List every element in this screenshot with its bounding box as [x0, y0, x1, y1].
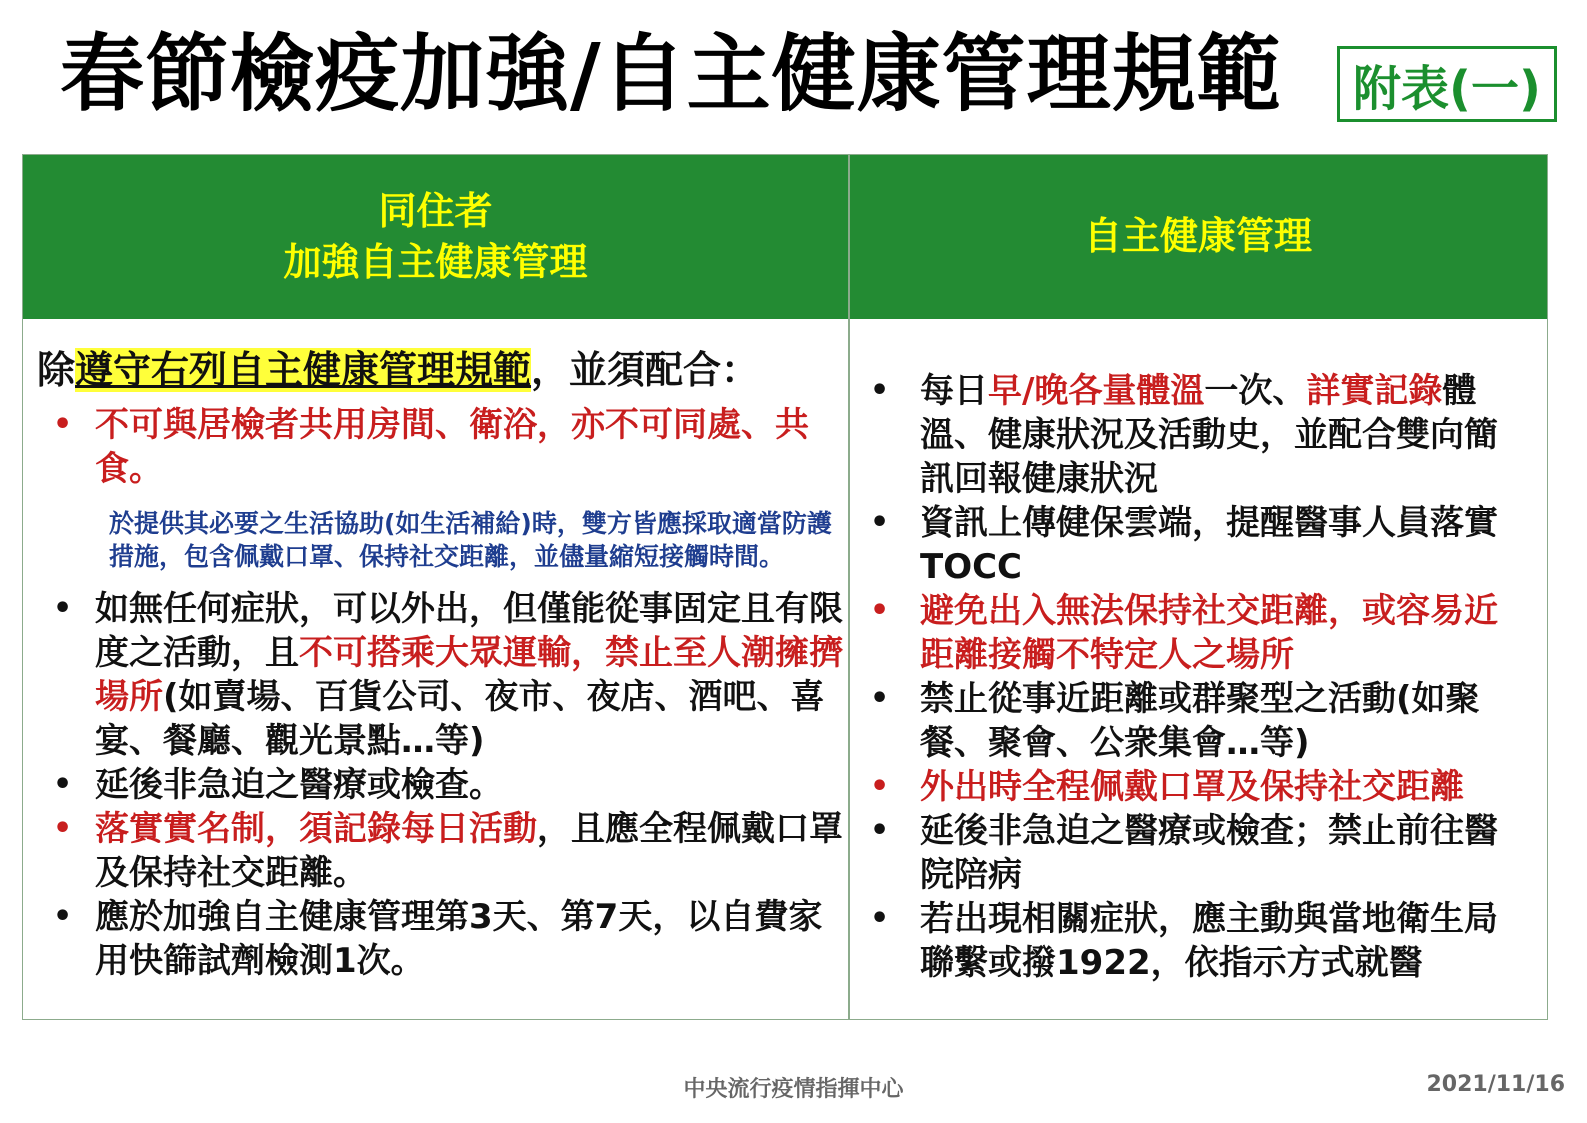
list-item	[37, 587, 848, 763]
left-item-1: 不可與居檢者共用房間、衛浴，亦不可同處、共食。	[95, 405, 809, 489]
left-lead-text	[37, 343, 848, 397]
left-column-body	[23, 319, 848, 1019]
lead-prefix: 除	[37, 348, 76, 392]
right-item-3: 避免出入無法保持社交距離，或容易近距離接觸不特定人之場所	[920, 591, 1498, 675]
bullet-icon: •	[53, 811, 73, 846]
left-item-5: 應於加強自主健康管理第3天、第7天，以自費家用快篩試劑檢測1次。	[95, 897, 823, 981]
list-item	[37, 403, 848, 491]
list-item	[850, 369, 1527, 501]
left-rules-list-2	[37, 587, 848, 983]
left-item-2a: 如無任何症狀，可以外出，但僅能從事固定且有限度之活動，且	[95, 589, 843, 673]
left-item-4a: 落實實名制，須記錄每日活動	[95, 809, 537, 849]
bullet-icon: •	[870, 505, 890, 540]
rules-table	[22, 154, 1548, 1020]
list-item	[37, 807, 848, 895]
left-item-2b: 不可搭乘大眾運輸，禁止至人潮擁擠場所	[95, 633, 843, 717]
bullet-icon: •	[53, 899, 73, 934]
right-item-6: 延後非急迫之醫療或檢查；禁止前往醫院陪病	[920, 811, 1498, 895]
right-item-7: 若出現相關症狀，應主動與當地衛生局聯繫或撥1922，依指示方式就醫	[920, 899, 1498, 983]
right-rules-list	[850, 369, 1527, 985]
bullet-icon: •	[870, 813, 890, 848]
bullet-icon: •	[53, 767, 73, 802]
bullet-icon: •	[53, 591, 73, 626]
left-header-line-1: 同住者	[378, 188, 493, 233]
list-item	[850, 677, 1527, 765]
left-rules-list	[37, 403, 848, 491]
bullet-icon: •	[870, 681, 890, 716]
right-item-2: 資訊上傳健保雲端，提醒醫事人員落實TOCC	[920, 503, 1498, 587]
lead-suffix: ，並須配合：	[531, 348, 760, 392]
protection-note: 於提供其必要之生活協助(如生活補給)時，雙方皆應採取適當防護措施，包含佩戴口罩、保持社交距離，並儘量縮短接觸時間。	[109, 509, 832, 571]
footer-date: 2021/11/16	[1426, 1072, 1565, 1097]
list-item	[850, 589, 1527, 677]
left-item-2c: (如賣場、百貨公司、夜市、夜店、酒吧、喜宴、餐廳、觀光景點…等)	[95, 677, 825, 761]
right-item-1b: 早/晚各量體溫	[988, 371, 1205, 411]
lead-highlight: 遵守右列自主健康管理規範	[75, 348, 532, 392]
right-header-text: 自主健康管理	[1083, 214, 1312, 259]
footer-organization: 中央流行疫情指揮中心	[683, 1077, 904, 1102]
bullet-icon: •	[870, 769, 890, 804]
left-item-3: 延後非急迫之醫療或檢查。	[95, 765, 503, 805]
list-item	[850, 809, 1527, 897]
list-item	[850, 501, 1527, 589]
right-item-1e: 體溫、健康狀況及活動史，並配合雙向簡訊回報健康狀況	[920, 371, 1498, 499]
left-header-line-2: 加強自主健康管理	[283, 240, 588, 284]
right-item-1d: 詳實記錄	[1306, 371, 1443, 411]
left-item-4b: ，且應全程佩戴口罩及保持社交距離。	[95, 809, 843, 893]
right-column-body	[850, 319, 1547, 1019]
right-item-5: 外出時全程佩戴口罩及保持社交距離	[920, 767, 1464, 807]
page-title: 春節檢疫加強/自主健康管理規範	[60, 25, 1282, 123]
appendix-tag: 附表(一)	[1337, 46, 1557, 122]
right-item-4: 禁止從事近距離或群聚型之活動(如聚餐、聚會、公衆集會…等)	[920, 679, 1480, 763]
right-item-1c: 一次、	[1204, 371, 1307, 411]
list-item	[37, 895, 848, 983]
right-column-header	[849, 155, 1547, 319]
right-item-1a: 每日	[920, 371, 988, 411]
left-column-header	[23, 155, 848, 319]
list-item	[37, 763, 848, 807]
bullet-icon: •	[870, 373, 890, 408]
bullet-icon: •	[53, 407, 73, 442]
bullet-icon: •	[870, 901, 890, 936]
list-item	[850, 765, 1527, 809]
list-item	[850, 897, 1527, 985]
bullet-icon: •	[870, 593, 890, 628]
